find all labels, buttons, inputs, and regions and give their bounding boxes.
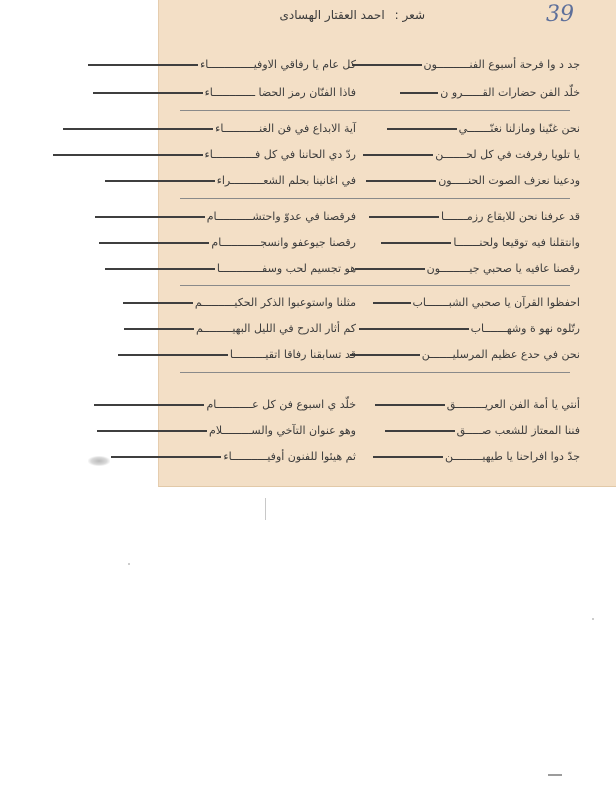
verse-right: خلّد الفن حضارات القــــــرو ن <box>400 84 580 102</box>
stanza-divider <box>180 110 570 111</box>
verse-right: أنتي يا أمة الفن العريـــــــــق <box>375 396 580 414</box>
verse-right: جد د وا فرحة أسبوع الفنــــــــــون <box>352 56 580 74</box>
verse-left: ردّ دي الحاننا في كل فـــــــــــــاء <box>53 146 356 164</box>
verse-left: آية الابداع في فن الغنـــــــــــاء <box>63 120 356 138</box>
poet-attribution <box>185 8 425 30</box>
verse-right: رقصنا عافيه يا صحبي جيـــــــــون <box>355 260 580 278</box>
verse-left: فاذا الفنّان رمز الحضا ـــــــــــــاء <box>93 84 356 102</box>
scan-mark <box>265 498 266 520</box>
scan-speck <box>128 563 130 565</box>
verse-right: فننا المعتاز للشعب صـــــق <box>385 422 580 440</box>
verse-left: ثم هيئوا للفنون أوفيـــــــــــاء <box>111 448 356 466</box>
verse-left: في اغانينا بحلم الشعــــــــــراء <box>105 172 356 190</box>
scan-footmark <box>548 774 562 776</box>
stanza-divider <box>180 285 570 286</box>
verse-right: وانتقلنا فيه توقيعا ولحنـــــــا <box>381 234 580 252</box>
scan-smudge <box>88 456 110 466</box>
verse-right: نحن غنّينا ومازلنا نغنّـــــــي <box>387 120 580 138</box>
page-number: 39 <box>546 2 574 27</box>
verse-left: كل عام يا رفاقي الاوفيــــــــــــــاء <box>88 56 356 74</box>
verse-left: رقصنا جيوعفو وانسجــــــــــــام <box>99 234 356 252</box>
verse-right: قد عرفنا نحن للايقاع رزمـــــــا <box>369 208 580 226</box>
verse-left: مثلنا واستوعبوا الذكر الحكيــــــــــم <box>123 294 356 312</box>
stanza-divider <box>180 372 570 373</box>
verse-left: قد تسابقنا رفاقا اتقيــــــــــا <box>118 346 356 364</box>
poet-prefix: شعر : <box>394 8 425 22</box>
poet-name: احمد العقتار الهسادى <box>279 8 385 22</box>
verse-left: وهو عنوان التآخي والســـــــــلام <box>97 422 356 440</box>
stanza-divider <box>180 198 570 199</box>
verse-left: خلّد ي اسبوع فن كل عـــــــــــام <box>94 396 356 414</box>
verse-left: كم أثار الدرح في الليل البهيـــــــــم <box>124 320 356 338</box>
verse-right: رتّلوه نهو ة وشهـــــــاب <box>359 320 580 338</box>
verse-left: فرقصنا في عدوّ واحتشـــــــــــام <box>95 208 356 226</box>
scan-speck <box>592 618 594 620</box>
verse-right: جدّ دوا افراحنا يا طيهيـــــــــن <box>373 448 580 466</box>
verse-right: يا تلويا رفرفت في كل لحـــــــن <box>363 146 580 164</box>
verse-right: ودعينا نعزف الصوت الحنـــــون <box>366 172 580 190</box>
verse-right: نحن في حدع عظيم المرسليـــــــن <box>350 346 580 364</box>
verse-left: هو تجسيم لحب وسفـــــــــــــا <box>105 260 356 278</box>
verse-right: احفظوا القرآن يا صحبي الشبـــــــاب <box>373 294 581 312</box>
